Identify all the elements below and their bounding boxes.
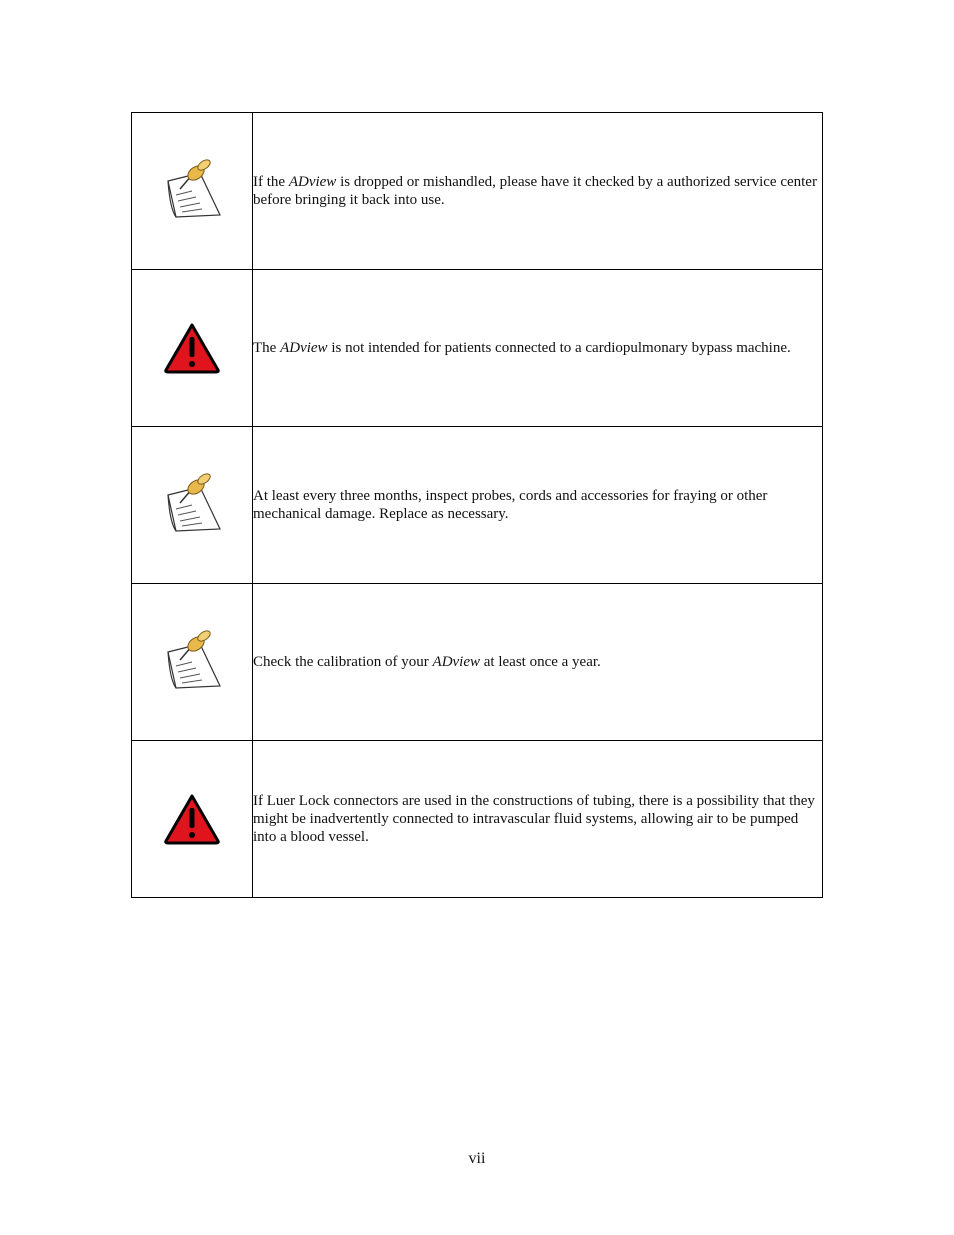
icon-cell	[132, 584, 253, 741]
note-pin-icon	[162, 630, 222, 694]
table-row	[132, 113, 823, 270]
icon-cell	[132, 113, 253, 270]
table-row	[132, 584, 823, 741]
note-pin-icon	[162, 473, 222, 537]
page-number: vii	[468, 1150, 486, 1167]
icon-cell	[132, 270, 253, 427]
table-row	[132, 270, 823, 427]
table-row	[132, 741, 823, 898]
icon-cell	[132, 741, 253, 898]
warning-icon	[163, 322, 221, 374]
warning-text: If Luer Lock connectors are used in the constructions of tubing, there is a possibility that they might be inadvertently connected to intravascular fluid systems, allowing air to be pumped into a blood vessel.	[253, 741, 823, 898]
note-text: If the ADview is dropped or mishandled, please have it checked by a authorized service center before bringing it back into use.	[253, 113, 823, 270]
note-pin-icon	[162, 159, 222, 223]
note-text: At least every three months, inspect probes, cords and accessories for fraying or other mechanical damage. Replace as necessary.	[253, 427, 823, 584]
icon-cell	[132, 427, 253, 584]
warning-text: The ADview is not intended for patients connected to a cardiopulmonary bypass machine.	[253, 270, 823, 427]
table-row	[132, 427, 823, 584]
warning-icon	[163, 793, 221, 845]
note-text: Check the calibration of your ADview at least once a year.	[253, 584, 823, 741]
notes-table	[131, 112, 823, 898]
